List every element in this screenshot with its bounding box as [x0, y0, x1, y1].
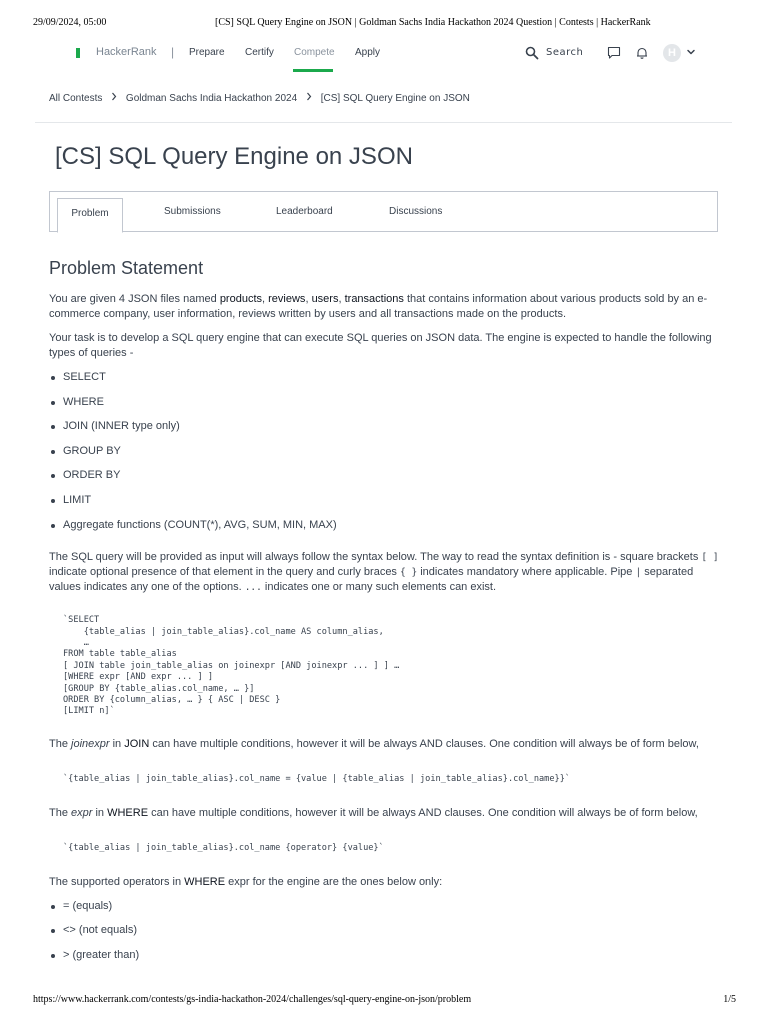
- hackerrank-logo-text[interactable]: HackerRank: [96, 46, 157, 58]
- list-item: GROUP BY: [49, 444, 719, 469]
- print-header: [33, 17, 736, 31]
- search-label[interactable]: Search: [546, 47, 584, 58]
- file-name-products: products: [219, 293, 263, 305]
- query-types-list: [49, 370, 719, 542]
- tab-leaderboard[interactable]: Leaderboard: [276, 206, 333, 217]
- hackerrank-logo-icon[interactable]: [76, 48, 80, 58]
- breadcrumb-contest[interactable]: Goldman Sachs India Hackathon 2024: [125, 92, 298, 104]
- nav-link-compete[interactable]: Compete: [294, 47, 335, 58]
- bell-icon[interactable]: [635, 46, 649, 60]
- operators-text: expr for the engine are the ones below only:: [225, 875, 443, 888]
- where-text: can have multiple conditions, however it will be always AND clauses. One condition will always be of form below,: [148, 807, 698, 820]
- file-name-users: users: [311, 293, 339, 305]
- tab-submissions[interactable]: Submissions: [164, 206, 221, 217]
- syntax-text: indicate optional presence of that element in the query and curly braces: [49, 566, 400, 579]
- breadcrumb-challenge[interactable]: [CS] SQL Query Engine on JSON: [320, 92, 470, 104]
- task-paragraph: Your task is to develop a SQL query engine that can execute SQL queries on JSON data. The engine is expected to handle the following types of queries -: [49, 332, 712, 359]
- where-text: The: [49, 807, 72, 820]
- list-item: ORDER BY: [49, 468, 719, 493]
- intro-text-end: that contains information about various products sold by an e-commerce company, user information, reviews written by users and all transactions made on the products.: [49, 293, 708, 320]
- nav-active-indicator: [293, 69, 333, 72]
- breadcrumb: [49, 92, 470, 104]
- problem-statement-heading: Problem Statement: [49, 258, 204, 278]
- operators-text: The supported operators in: [49, 875, 185, 888]
- inline-code: ...: [244, 582, 262, 594]
- inline-code: [ ]: [701, 552, 719, 564]
- operators-paragraph: [49, 875, 719, 890]
- nav-link-certify[interactable]: Certify: [245, 47, 274, 58]
- where-expr-term: expr: [71, 807, 93, 820]
- problem-content: [49, 256, 719, 980]
- syntax-text: indicates one or many such elements can exist.: [261, 581, 497, 594]
- inline-code: { }: [400, 567, 418, 579]
- syntax-code-block: `SELECT {table_alias | join_table_alias}.col_name AS column_alias, … FROM table table_alias [ JOIN table join_table_alias on joinexpr [AND joinexpr ... ] ] … [WHERE expr [AND expr ... ] ] [GROUP BY {table_alias.col_name, … }] ORDER BY {column_alias, … } { ASC | DESC } [LIMIT n]`: [63, 615, 400, 717]
- list-item: JOIN (INNER type only): [49, 419, 719, 444]
- list-item: <> (not equals): [49, 923, 719, 948]
- syntax-text: separated values indicates any one of the options.: [49, 566, 694, 594]
- nav-link-prepare[interactable]: Prepare: [189, 47, 225, 58]
- nav-separator: |: [171, 45, 175, 59]
- operators-list: [49, 899, 719, 973]
- join-keyword: JOIN: [124, 737, 150, 750]
- list-item: > (greater than): [49, 948, 719, 973]
- where-paragraph: [49, 806, 719, 821]
- join-text: can have multiple conditions, however it will be always AND clauses. One condition will always be of form below,: [149, 737, 699, 750]
- chevron-right-icon: [306, 92, 312, 101]
- where-keyword: WHERE: [107, 807, 149, 820]
- file-name-transactions: transactions: [344, 293, 404, 305]
- tab-discussions[interactable]: Discussions: [389, 206, 443, 217]
- file-name-reviews: reviews: [268, 293, 306, 305]
- header-divider: [35, 122, 732, 123]
- join-text: The: [49, 737, 72, 750]
- list-item: SELECT: [49, 370, 719, 395]
- search-icon[interactable]: [525, 46, 539, 60]
- list-item: = (equals): [49, 899, 719, 924]
- challenge-tabs: [49, 191, 718, 232]
- print-url: https://www.hackerrank.com/contests/gs-india-hackathon-2024/challenges/sql-query-engine-on-json/problem: [33, 994, 472, 1005]
- join-expr-term: joinexpr: [71, 737, 110, 750]
- tab-problem[interactable]: Problem: [57, 198, 123, 233]
- inline-code: |: [635, 567, 642, 579]
- where-text: in: [92, 807, 108, 820]
- chevron-down-icon[interactable]: [686, 47, 696, 57]
- intro-paragraph: You are given 4 JSON files named products, reviews, users, transactions that contains information about various products sold by an e-commerce company, user information, reviews written by users and all transactions made on the products.: [49, 293, 708, 320]
- print-footer: [33, 994, 736, 1008]
- breadcrumb-all-contests[interactable]: All Contests: [49, 92, 103, 104]
- avatar[interactable]: H: [663, 44, 681, 62]
- join-text: in: [109, 737, 125, 750]
- page-title: [CS] SQL Query Engine on JSON: [55, 143, 413, 170]
- syntax-text: The SQL query will be provided as input will always follow the syntax below. The way to read the syntax definition is - square brackets: [49, 551, 702, 564]
- chevron-right-icon: [111, 92, 117, 101]
- top-navigation: [0, 38, 768, 74]
- list-item: LIMIT: [49, 493, 719, 518]
- list-item: Aggregate functions (COUNT(*), AVG, SUM, MIN, MAX): [49, 518, 719, 543]
- print-date: 29/09/2024, 05:00: [33, 17, 107, 28]
- print-page-number: 1/5: [723, 994, 736, 1005]
- intro-text: You are given 4 JSON files named: [49, 293, 220, 305]
- where-keyword: WHERE: [184, 875, 226, 888]
- list-item: WHERE: [49, 395, 719, 420]
- where-code-block: `{table_alias | join_table_alias}.col_name {operator} {value}`: [63, 843, 384, 854]
- join-paragraph: [49, 737, 719, 752]
- join-code-block: `{table_alias | join_table_alias}.col_name = {value | {table_alias | join_table_alias}.col_name}}`: [63, 773, 571, 784]
- print-title: [CS] SQL Query Engine on JSON | Goldman Sachs India Hackathon 2024 Question | Contests | HackerRank: [215, 17, 651, 28]
- syntax-text: indicates mandatory where applicable. Pipe: [417, 566, 636, 579]
- nav-link-apply[interactable]: Apply: [355, 47, 381, 58]
- chat-icon[interactable]: [607, 46, 621, 60]
- syntax-paragraph: [49, 550, 719, 595]
